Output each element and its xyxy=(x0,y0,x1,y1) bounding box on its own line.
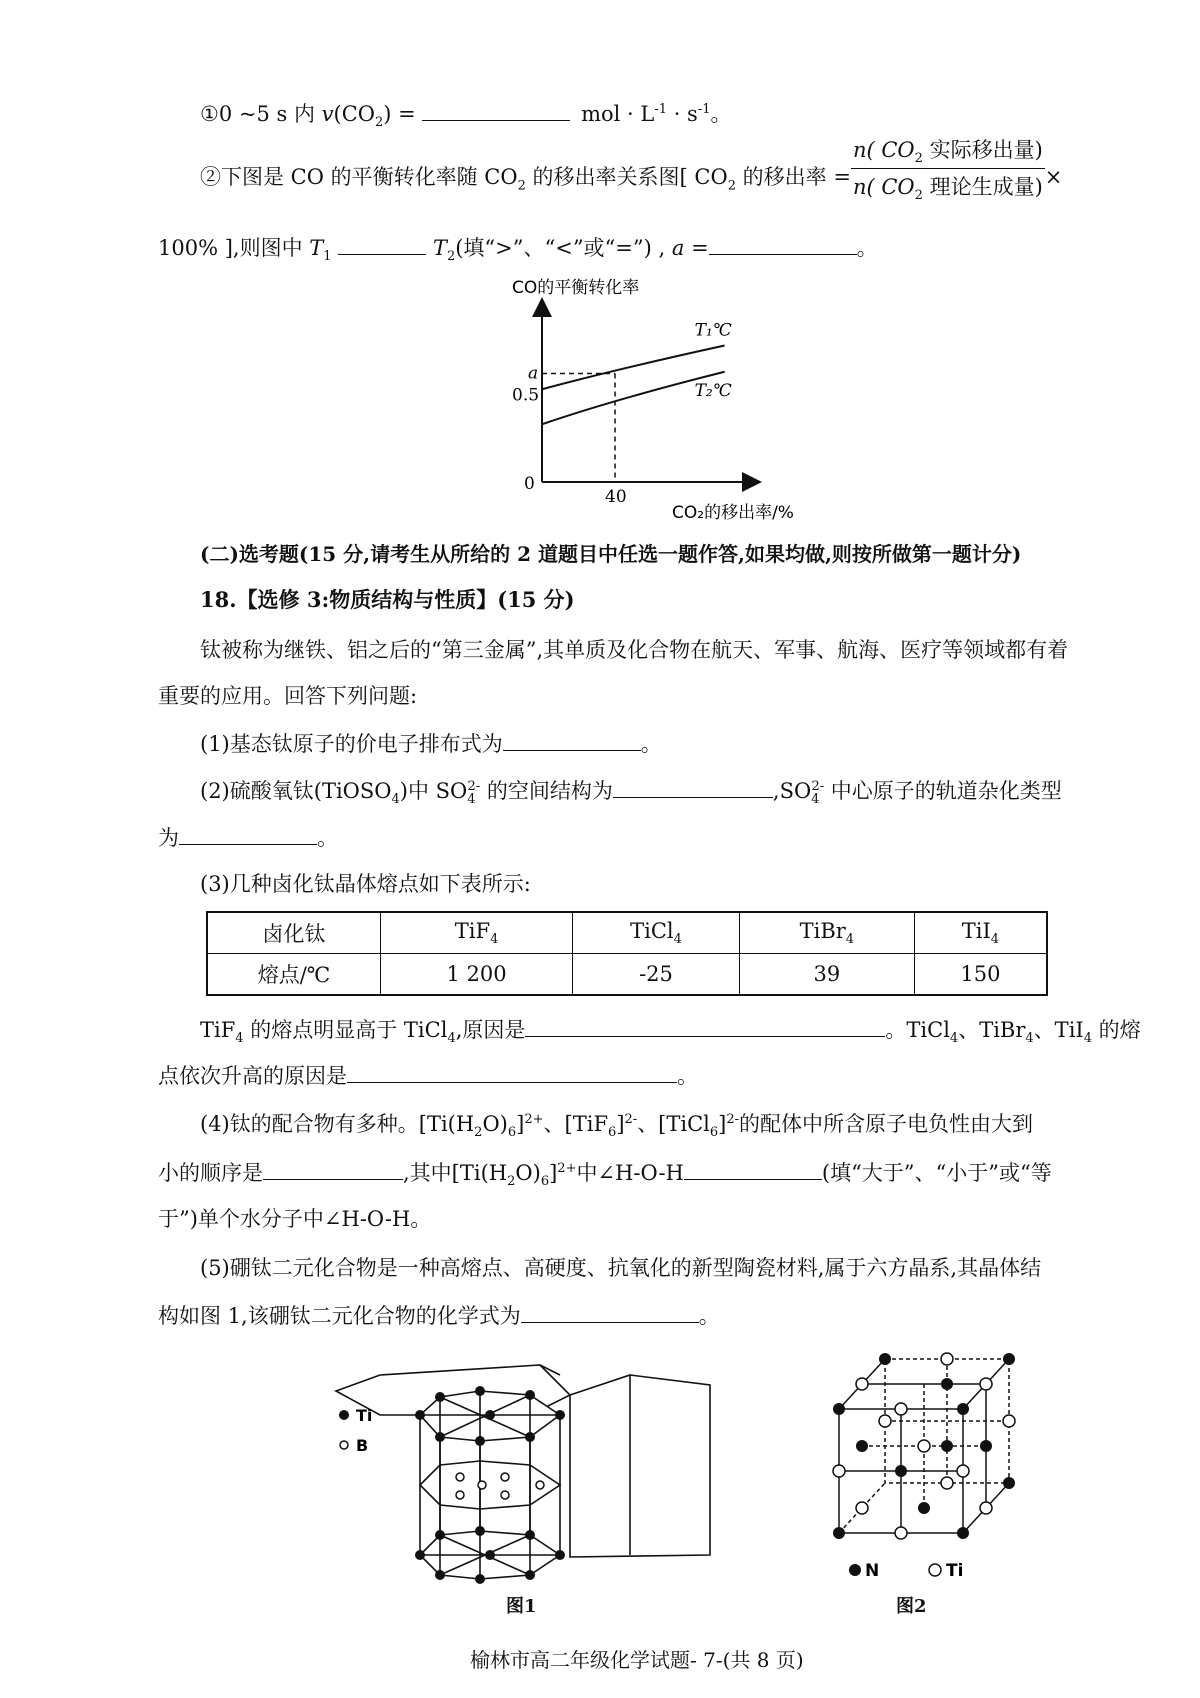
q18-intro-2: 重要的应用。回答下列问题: xyxy=(158,684,418,708)
text: ) = xyxy=(383,102,423,126)
table-cell: 150 xyxy=(914,954,1047,996)
ti-atom xyxy=(475,1526,485,1536)
text: 的配体中所含原子电负性由大到 xyxy=(739,1112,1034,1136)
text: 2 xyxy=(727,178,736,194)
ti-atom xyxy=(895,1527,907,1539)
figure-2-caption: 图2 xyxy=(896,1596,927,1617)
text: 下图是 CO 的平衡转化率随 CO xyxy=(221,165,518,190)
text: ] xyxy=(718,1112,727,1136)
n-atom xyxy=(941,1378,953,1390)
page-footer: 榆林市高二年级化学试题- 7-(共 8 页) xyxy=(470,1648,804,1672)
n-legend-label: N xyxy=(865,1561,880,1581)
q18-4b xyxy=(158,1157,1052,1189)
q18-3a xyxy=(200,1014,1141,1046)
n-atom xyxy=(941,1440,953,1452)
answer-blank[interactable] xyxy=(347,1064,677,1083)
answer-blank[interactable] xyxy=(422,102,570,121)
ti-atom xyxy=(555,1550,565,1560)
ti-atom xyxy=(856,1378,868,1390)
text: v xyxy=(321,102,334,126)
text: 4 xyxy=(467,792,476,808)
text: )中 SO xyxy=(399,779,468,803)
ti-atom xyxy=(475,1574,485,1584)
n-atom xyxy=(1003,1353,1015,1365)
n-legend-dot xyxy=(849,1564,861,1576)
b-atom xyxy=(456,1473,464,1481)
answer-blank[interactable] xyxy=(525,1018,885,1037)
text: 4 xyxy=(1083,1031,1092,1047)
text: TiI xyxy=(961,918,991,943)
b-legend-dot xyxy=(340,1441,348,1449)
text: 2 xyxy=(374,115,384,131)
text: 中心原子的轨道杂化类型 xyxy=(824,779,1062,803)
text: T xyxy=(432,236,447,260)
table-cell: 熔点/℃ xyxy=(207,954,381,996)
section-2-heading: (二)选考题(15 分,请考生从所给的 2 道题目中任选一题作答,如果均做,则按所做第一题计分) xyxy=(200,542,1022,566)
ti-atom xyxy=(879,1415,891,1427)
text: 2 xyxy=(446,249,456,265)
melting-point-table xyxy=(206,911,1048,996)
text: (填“>”、“<”或“=”) , xyxy=(455,236,672,260)
text: 4 xyxy=(391,792,400,808)
text: TiCl xyxy=(630,918,674,943)
q17-sub2-line3 xyxy=(158,232,878,264)
ti-atom xyxy=(525,1390,535,1400)
b-atom xyxy=(478,1481,486,1489)
text: ,原因是 xyxy=(455,1018,526,1042)
ti-atom xyxy=(833,1465,845,1477)
text: 2 xyxy=(914,188,923,204)
figure-1-tib2-crystal xyxy=(330,1345,730,1585)
y-tick-a: a xyxy=(528,363,539,384)
hex-prism-face xyxy=(570,1375,710,1557)
text: 。 xyxy=(317,826,338,850)
text: 、TiBr xyxy=(958,1018,1026,1042)
b-atom xyxy=(456,1491,464,1499)
n-atom xyxy=(879,1353,891,1365)
text: (CO xyxy=(333,102,375,126)
ti-atom xyxy=(475,1386,485,1396)
text: 2- xyxy=(811,779,825,794)
figure-2-tin-crystal xyxy=(825,1345,1025,1585)
table-cell xyxy=(381,912,573,954)
q17-sub1-line xyxy=(200,98,732,130)
q18-3b xyxy=(158,1060,698,1090)
text: 4 xyxy=(490,932,499,948)
b-atom xyxy=(536,1481,544,1489)
ti-atom xyxy=(555,1410,565,1420)
text: 构如图 1,该硼钛二元化合物的化学式为 xyxy=(158,1304,521,1328)
ti-atom xyxy=(525,1530,535,1540)
text: 点依次升高的原因是 xyxy=(158,1064,347,1088)
text: n( CO xyxy=(852,138,915,162)
ti-atom xyxy=(415,1550,425,1560)
text: 100% ],则图中 xyxy=(158,236,310,260)
x-tick-40: 40 xyxy=(605,487,627,507)
q18-title: 18.【选修 3:物质结构与性质】(15 分) xyxy=(200,587,575,612)
text: 2- xyxy=(467,779,481,794)
text: = xyxy=(684,236,709,260)
table-cell xyxy=(739,912,914,954)
ti-atom xyxy=(980,1502,992,1514)
n-atom xyxy=(980,1440,992,1452)
ti-atom xyxy=(435,1570,445,1580)
text: O) xyxy=(482,1112,508,1136)
ti-legend-label: Ti xyxy=(946,1561,964,1581)
text: 。 xyxy=(698,1304,720,1328)
text: 为 xyxy=(158,826,179,850)
series-t1-label: T₁℃ xyxy=(694,320,732,341)
ti-atom xyxy=(415,1410,425,1420)
n-atom xyxy=(856,1440,868,1452)
ti-legend-dot xyxy=(929,1564,941,1576)
text: 4 xyxy=(1025,1031,1034,1047)
text: 6 xyxy=(540,1174,550,1190)
ti-atom xyxy=(525,1570,535,1580)
text: 4 xyxy=(811,792,820,808)
table-cell: 39 xyxy=(739,954,914,996)
text: T xyxy=(309,236,324,260)
ti-atom xyxy=(941,1477,953,1489)
text: O) xyxy=(515,1161,541,1185)
answer-blank[interactable] xyxy=(263,1161,403,1180)
table-cell xyxy=(914,912,1047,954)
x-axis-label: CO₂的移出率/% xyxy=(672,503,794,523)
text: (1)基态钛原子的价电子排布式为 xyxy=(200,732,503,756)
text: 实际移出量) xyxy=(922,138,1043,162)
q18-3: (3)几种卤化钛晶体熔点如下表所示: xyxy=(200,872,531,896)
q18-4a xyxy=(200,1108,1033,1140)
text: TiBr xyxy=(799,918,846,943)
ti-atom xyxy=(525,1432,535,1442)
text: (4)钛的配合物有多种。[Ti(H xyxy=(200,1112,475,1136)
text: 6 xyxy=(709,1125,719,1141)
text: mol · L xyxy=(581,102,655,126)
text: × xyxy=(1044,165,1063,190)
answer-blank[interactable] xyxy=(684,1161,822,1180)
b-atom xyxy=(501,1491,509,1499)
ti-atom xyxy=(918,1440,930,1452)
table-row xyxy=(207,954,1047,996)
q18-4c: 于”)单个水分子中∠H-O-H。 xyxy=(158,1207,432,1231)
q18-5a: (5)硼钛二元化合物是一种高熔点、高硬度、抗氧化的新型陶瓷材料,属于六方晶系,其晶体结 xyxy=(200,1256,1042,1280)
n-atom xyxy=(957,1403,969,1415)
text: a xyxy=(671,236,685,260)
n-atom xyxy=(918,1502,930,1514)
table-cell xyxy=(573,912,740,954)
text: 的移出率关系图[ CO xyxy=(525,165,728,190)
figure-1-caption: 图1 xyxy=(506,1596,537,1617)
answer-blank[interactable] xyxy=(338,236,426,255)
series-t2-label: T₂℃ xyxy=(694,380,732,401)
ti-atom xyxy=(435,1392,445,1402)
circled-marker: ① xyxy=(200,102,219,126)
ti-atom xyxy=(435,1530,445,1540)
text: 的熔点明显高于 TiCl xyxy=(243,1018,448,1042)
table-cell: 卤化钛 xyxy=(207,912,381,954)
text: 4 xyxy=(990,932,1000,948)
table-cell: 1 200 xyxy=(381,954,573,996)
text: 的空间结构为 xyxy=(480,779,613,803)
text: (填“大于”、“小于”或“等 xyxy=(821,1161,1052,1185)
text: (2)硫酸氧钛(TiOSO xyxy=(200,779,392,803)
text: 。 xyxy=(710,102,732,126)
ti-atom xyxy=(941,1353,953,1365)
text: 4 xyxy=(949,1031,959,1047)
n-atom xyxy=(833,1403,845,1415)
answer-blank[interactable] xyxy=(179,826,317,845)
text: 2 xyxy=(474,1125,483,1141)
n-atom xyxy=(833,1527,845,1539)
n-atom xyxy=(895,1465,907,1477)
y-tick-0.5: 0.5 xyxy=(512,385,540,406)
text: ,SO xyxy=(772,779,812,803)
text: 2 xyxy=(517,178,526,194)
text: 、[TiCl xyxy=(637,1112,710,1136)
ti-atom xyxy=(1003,1415,1015,1427)
text: -1 xyxy=(654,102,668,117)
n-atom xyxy=(957,1527,969,1539)
text: n( CO xyxy=(852,175,915,200)
q18-1 xyxy=(200,728,662,758)
q18-2 xyxy=(200,775,1062,807)
ti-legend-dot xyxy=(339,1410,349,1420)
text: ] xyxy=(616,1112,625,1136)
b-atom xyxy=(501,1473,509,1481)
text: ,其中[Ti(H xyxy=(403,1161,508,1185)
circled-marker: ② xyxy=(200,165,221,190)
edge xyxy=(540,1365,560,1375)
text: 6 xyxy=(507,1125,517,1141)
ti-atom xyxy=(856,1502,868,1514)
ti-atom xyxy=(957,1465,969,1477)
text: 理论生成量) xyxy=(922,175,1043,200)
q18-5b xyxy=(158,1300,720,1330)
text: 4 xyxy=(845,932,855,948)
q18-intro-1: 钛被称为继铁、铝之后的“第三金属”,其单质及化合物在航天、军事、航海、医疗等领域都有着 xyxy=(200,638,1069,662)
text: 2+ xyxy=(524,1112,544,1127)
answer-blank[interactable] xyxy=(503,732,641,751)
text: ] xyxy=(516,1112,525,1136)
n-atom xyxy=(1003,1477,1015,1489)
text: · s xyxy=(667,102,698,126)
text: 2- xyxy=(624,1112,638,1127)
q17-sub2-line xyxy=(200,138,1063,204)
ti-atom xyxy=(980,1378,992,1390)
text: 、[TiF xyxy=(543,1112,609,1136)
text: 2+ xyxy=(557,1161,577,1176)
text: 4 xyxy=(447,1031,456,1047)
text: -1 xyxy=(697,102,711,117)
text: TiF xyxy=(454,918,491,943)
ti-atom xyxy=(435,1432,445,1442)
text: 4 xyxy=(673,932,682,948)
answer-blank[interactable] xyxy=(521,1304,699,1323)
text: 、TiI xyxy=(1033,1018,1084,1042)
ti-atom xyxy=(485,1410,495,1420)
text: 的熔 xyxy=(1092,1018,1141,1042)
text: 6 xyxy=(608,1125,617,1141)
text: 中∠H-O-H xyxy=(576,1161,684,1185)
text: 0 ~5 s 内 xyxy=(218,102,322,126)
origin-label: 0 xyxy=(524,474,535,494)
q18-2b xyxy=(158,822,338,852)
ti-atom xyxy=(485,1550,495,1560)
ti-atom xyxy=(475,1436,485,1446)
text: 4 xyxy=(235,1031,244,1047)
b-legend-label: B xyxy=(356,1436,369,1455)
text: 1 xyxy=(323,249,332,265)
ti-legend-label: Ti xyxy=(356,1406,373,1425)
y-axis-label: CO的平衡转化率 xyxy=(512,278,640,298)
co-conversion-chart xyxy=(500,275,840,525)
removal-rate-fraction xyxy=(851,134,1045,203)
answer-blank[interactable] xyxy=(613,779,773,798)
text: 。TiCl xyxy=(885,1018,950,1042)
text: 2- xyxy=(726,1112,740,1127)
text: 。 xyxy=(856,236,878,260)
text: 2 xyxy=(507,1174,516,1190)
text: 2 xyxy=(914,151,923,167)
table-row xyxy=(207,912,1047,954)
text: 小的顺序是 xyxy=(158,1161,263,1185)
text: ] xyxy=(549,1161,558,1185)
text: 。 xyxy=(677,1064,698,1088)
ti-atom xyxy=(895,1403,907,1415)
answer-blank[interactable] xyxy=(709,236,857,255)
text: 的移出率 = xyxy=(735,165,851,190)
text: TiF xyxy=(200,1018,236,1042)
text: 。 xyxy=(640,732,662,756)
table-cell: -25 xyxy=(573,954,740,996)
